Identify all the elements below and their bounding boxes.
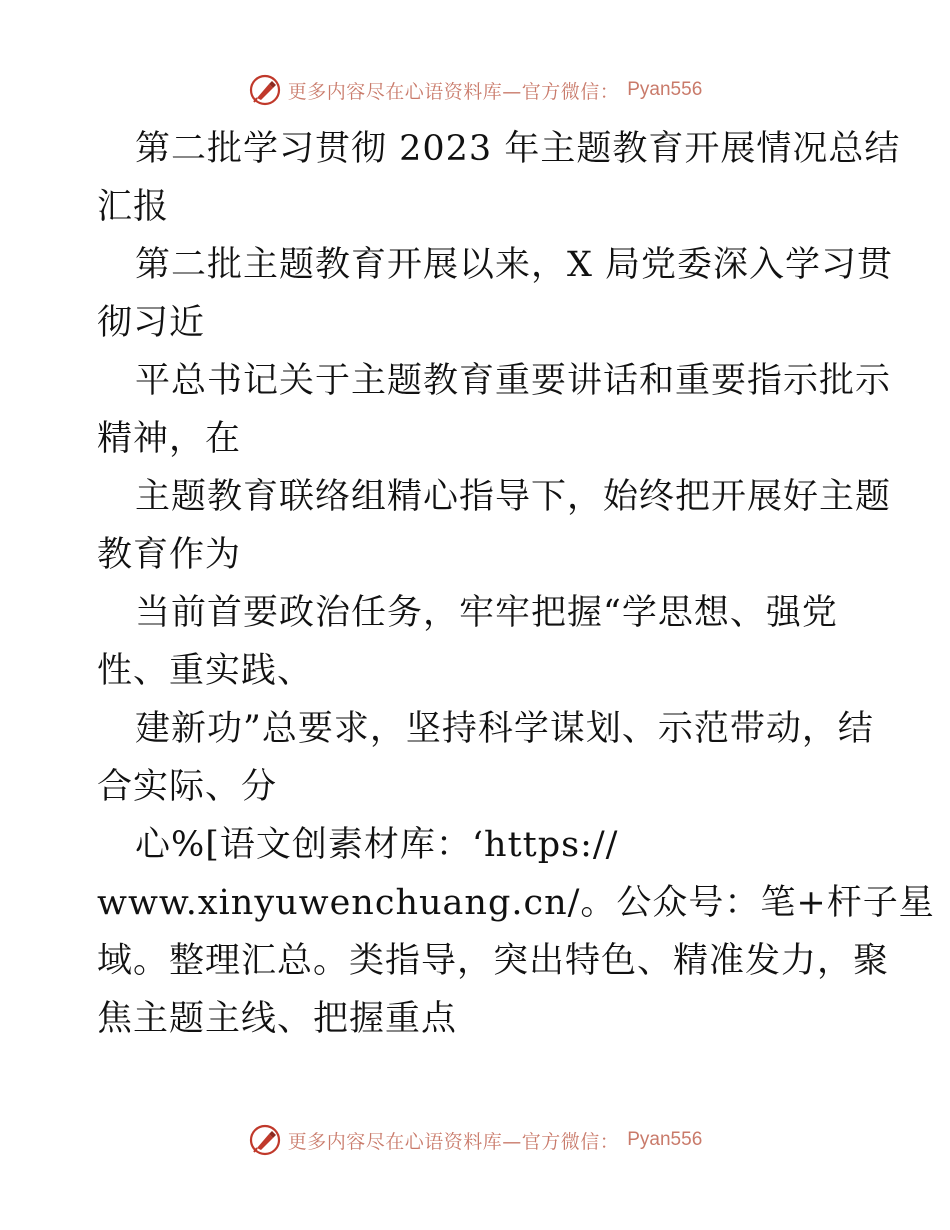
paragraph-line: 教育作为 — [97, 535, 242, 575]
paragraph-line: 平总书记关于主题教育重要讲话和重要指示批示 — [135, 361, 892, 401]
paragraph-line: 合实际、分 — [97, 767, 278, 807]
paragraph-line: 心%[语文创素材库：‘https:// — [135, 825, 619, 865]
paragraph-line: 性、重实践、 — [97, 651, 314, 691]
fountain-pen-logo-icon — [248, 73, 282, 107]
paragraph-line: www.xinyuwenchuang.cn/。公众号：笔+杆子星 — [97, 883, 935, 923]
paragraph-line: 第二批主题教育开展以来，X 局党委深入学习贯 — [135, 245, 894, 285]
paragraph-line: 彻习近 — [97, 303, 206, 343]
header-watermark — [0, 72, 950, 108]
watermark-text: 更多内容尽在心语资料库—官方微信： — [287, 80, 620, 103]
watermark-wechat-id: Pyan556 — [627, 79, 703, 100]
paragraph-line: 建新功”总要求，坚持科学谋划、示范带动，结 — [135, 709, 874, 749]
watermark-wechat-id: Pyan556 — [627, 1129, 703, 1150]
watermark-text: 更多内容尽在心语资料库—官方微信： — [287, 1130, 620, 1153]
paragraph-line: 精神，在 — [97, 419, 242, 459]
footer-watermark — [0, 1122, 950, 1158]
title-line-2: 汇报 — [97, 187, 170, 227]
paragraph-line: 焦主题主线、把握重点 — [97, 999, 458, 1039]
paragraph-line: 主题教育联络组精心指导下，始终把开展好主题 — [135, 477, 892, 517]
paragraph-line: 当前首要政治任务，牢牢把握“学思想、强党 — [135, 593, 838, 633]
title-line-1: 第二批学习贯彻 2023 年主题教育开展情况总结 — [135, 129, 901, 169]
document-body — [97, 120, 935, 1048]
fountain-pen-logo-icon — [248, 1123, 282, 1157]
paragraph-line: 域。整理汇总。类指导，突出特色、精准发力，聚 — [97, 941, 890, 981]
